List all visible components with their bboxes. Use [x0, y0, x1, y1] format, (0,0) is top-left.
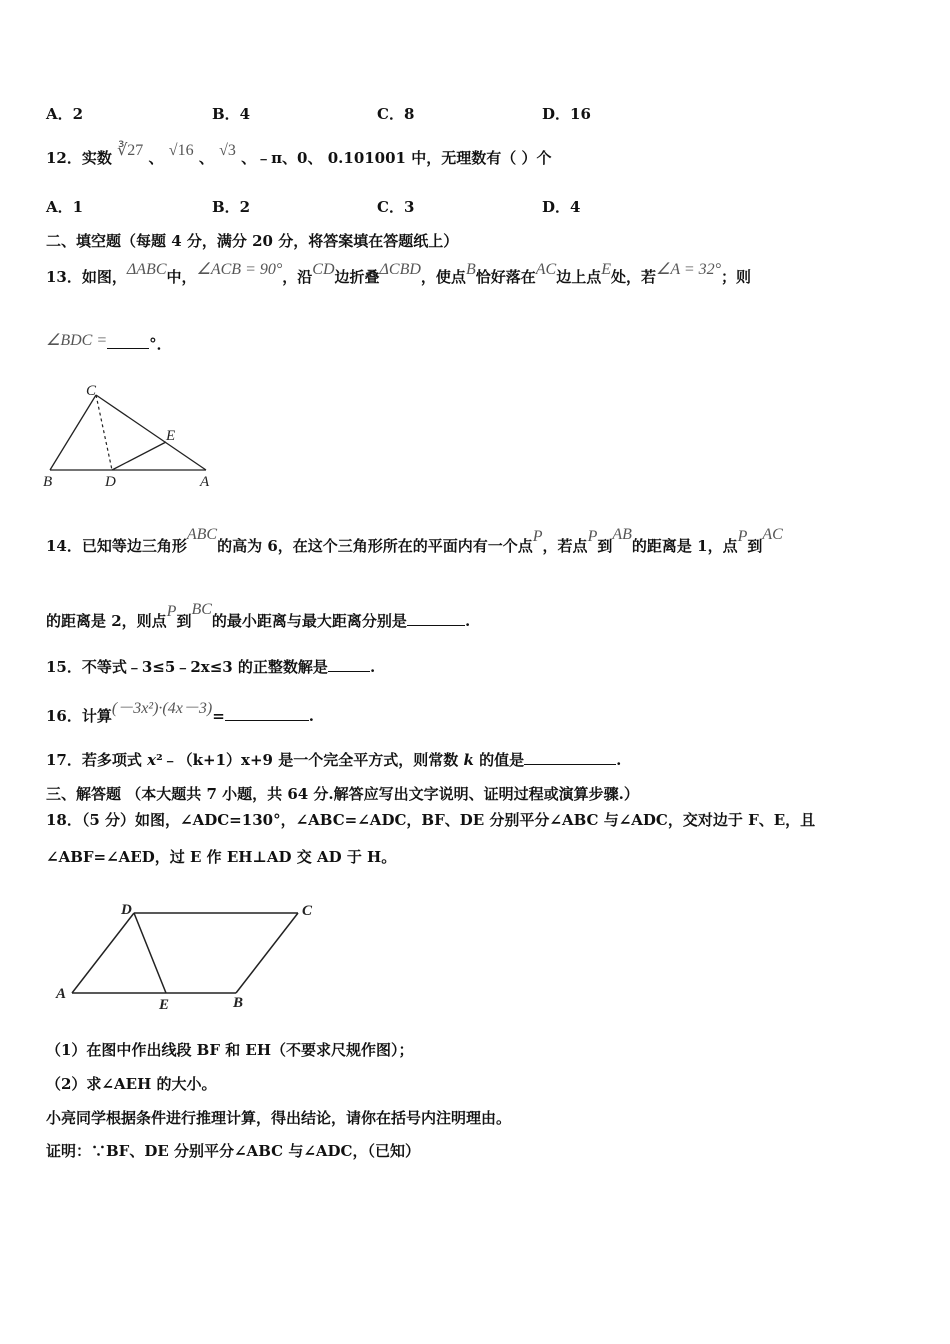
question-18-part-2: （2）求∠AEH 的大小。: [46, 1075, 217, 1093]
question-15: 15．不等式﹣3≤5﹣2x≤3 的正整数解是 .: [46, 658, 376, 676]
answer-blank[interactable]: [407, 611, 465, 626]
option-a: A．2: [46, 105, 84, 123]
label-b: B: [233, 995, 244, 1011]
option-a: A．1: [46, 198, 84, 216]
option-d: D．16: [542, 105, 591, 123]
answer-blank[interactable]: [107, 334, 149, 349]
answer-blank[interactable]: [524, 750, 616, 765]
label-b: B: [43, 474, 53, 490]
question-12: 12．实数 ∛27 、 √16 、 √3 、﹣π、0、 0.101001 中，无理数有（ ）个: [46, 142, 552, 167]
question-18-line-2: ∠ABF=∠AED，过 E 作 EH⊥AD 交 AD 于 H。: [46, 848, 397, 866]
label-a: A: [56, 986, 67, 1002]
option-c: C．3: [377, 198, 415, 216]
label-d: D: [105, 474, 116, 490]
label-e: E: [166, 428, 176, 444]
question-16: 16．计算(－3x²)·(4x－3)= .: [46, 700, 315, 725]
option-d: D．4: [542, 198, 581, 216]
question-18-proof: 证明：∵BF、DE 分别平分∠ABC 与∠ADC，（已知）: [46, 1142, 420, 1160]
question-17: 17．若多项式 x²﹣（k+1）x+9 是一个完全平方式，则常数 k 的值是 .: [46, 751, 622, 769]
question-18-part-1: （1）在图中作出线段 BF 和 EH（不要求尺规作图）；: [46, 1041, 414, 1059]
answer-blank[interactable]: [225, 706, 309, 721]
label-c: C: [86, 383, 97, 399]
question-14-line-2: 的距离是 2，则点P到BC的最小距离与最大距离分别是 .: [46, 601, 471, 630]
section-3-heading: 三、解答题 （本大题共 7 小题，共 64 分.解答应写出文字说明、证明过程或演算步骤.）: [46, 785, 639, 803]
parallelogram-figure: [50, 895, 330, 1020]
section-2-heading: 二、填空题（每题 4 分，满分 20 分，将答案填在答题纸上）: [46, 232, 459, 250]
question-18-line-1: 18．（5 分）如图，∠ADC=130°，∠ABC=∠ADC，BF、DE 分别平分∠ABC 与∠ADC，交对边于 F、E，且: [46, 811, 816, 829]
question-13: 13．如图，ΔABC中，∠ACB = 90°，沿CD边折叠ΔCBD，使点B恰好落在AC边上点E处，若∠A = 32°；则: [46, 261, 752, 286]
label-d: D: [121, 902, 132, 918]
question-18-intro: 小亮同学根据条件进行推理计算，得出结论，请你在括号内注明理由。: [46, 1109, 512, 1127]
question-13-answer-line: ∠BDC = °．: [46, 332, 172, 353]
sqrt-3: √3: [219, 142, 236, 159]
cube-root-27: ∛27: [117, 142, 144, 159]
sqrt-16: √16: [168, 142, 194, 159]
question-14: 14．已知等边三角形ABC的高为 6，在这个三角形所在的平面内有一个点P，若点P到AB的距离是 1，点P到AC: [46, 526, 783, 555]
option-b: B．2: [212, 198, 251, 216]
option-c: C．8: [377, 105, 415, 123]
option-b: B．4: [212, 105, 251, 123]
label-a: A: [200, 474, 210, 490]
label-c: C: [302, 903, 313, 919]
triangle-fold-figure: [40, 380, 220, 495]
answer-blank[interactable]: [328, 657, 370, 672]
label-e: E: [159, 997, 170, 1013]
